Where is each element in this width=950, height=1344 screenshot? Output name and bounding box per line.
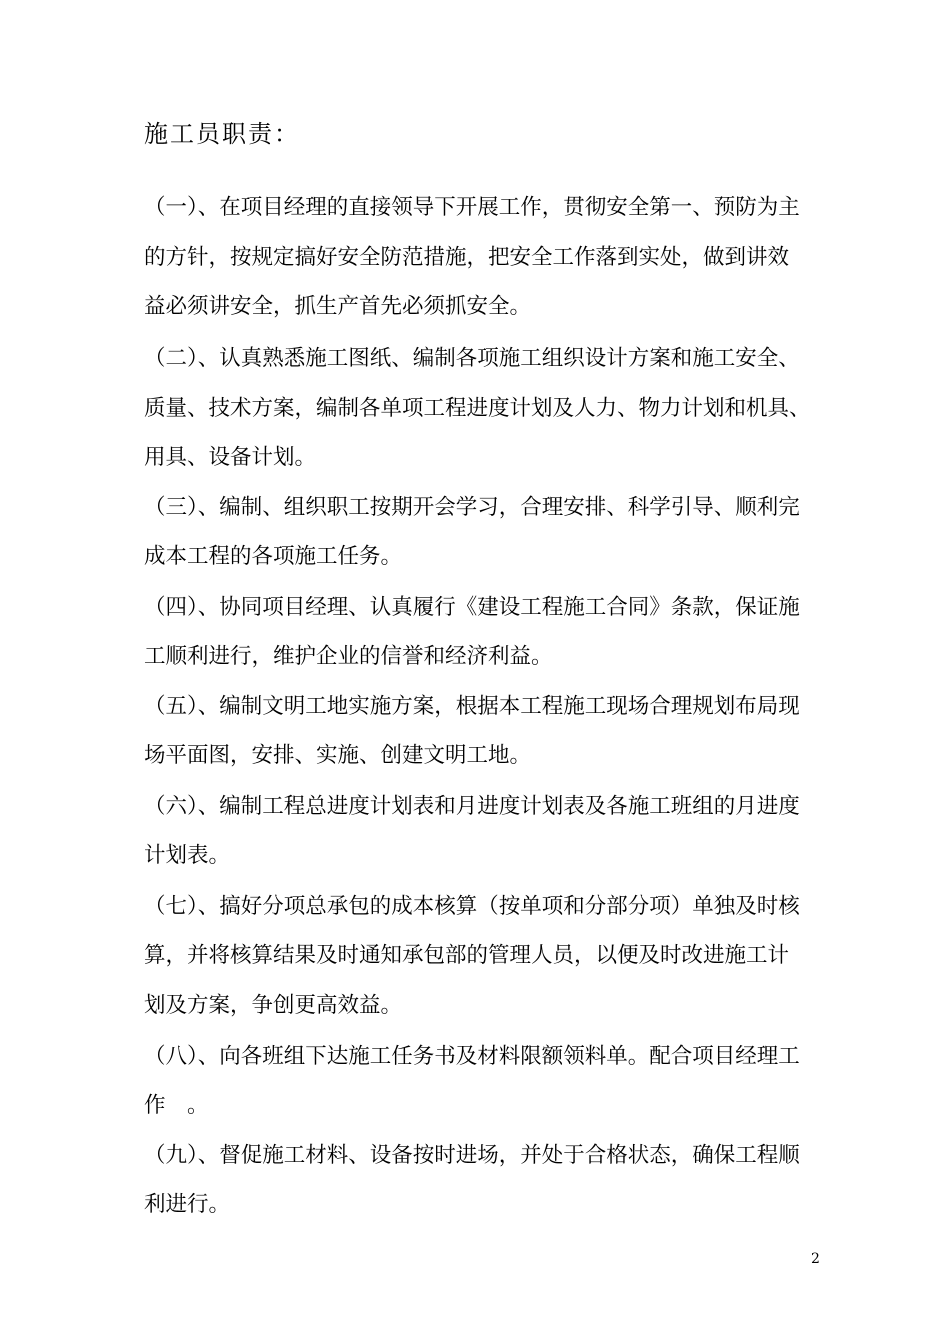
paragraph-line: （三）、编制、组织职工按期开会学习，合理安排、科学引导、顺利完	[144, 495, 800, 520]
page-title: 施工员职责：	[144, 120, 300, 148]
paragraph-line: 益必须讲安全，抓生产首先必须抓安全。	[144, 294, 532, 319]
paragraph-line: （九）、督促施工材料、设备按时进场，并处于合格状态，确保工程顺	[144, 1143, 800, 1168]
paragraph-line: 作 。	[144, 1093, 209, 1118]
paragraph-line: 场平面图，安排、实施、创建文明工地。	[144, 743, 532, 768]
paragraph-line: （二）、认真熟悉施工图纸、编制各项施工组织设计方案和施工安全、	[144, 346, 800, 371]
paragraph-line: 划及方案，争创更高效益。	[144, 993, 403, 1018]
paragraph-line: 质量、技术方案，编制各单项工程进度计划及人力、物力计划和机具、	[144, 396, 811, 421]
paragraph-line: 算，并将核算结果及时通知承包部的管理人员，以便及时改进施工计	[144, 943, 790, 968]
page-number: 2	[811, 1251, 820, 1267]
paragraph-line: 利进行。	[144, 1192, 231, 1217]
paragraph-line: （七）、搞好分项总承包的成本核算（按单项和分部分项）单独及时核	[144, 894, 800, 919]
paragraph-line: （六）、编制工程总进度计划表和月进度计划表及各施工班组的月进度	[144, 794, 800, 819]
paragraph-line: （四）、协同项目经理、认真履行《建设工程施工合同》条款，保证施	[144, 595, 800, 620]
paragraph-line: （一）、在项目经理的直接领导下开展工作，贯彻安全第一、预防为主	[144, 195, 800, 220]
paragraph-line: （八）、向各班组下达施工任务书及材料限额领料单。配合项目经理工	[144, 1044, 800, 1069]
paragraph-line: （五）、编制文明工地实施方案，根据本工程施工现场合理规划布局现	[144, 694, 800, 719]
paragraph-line: 计划表。	[144, 843, 231, 868]
paragraph-line: 成本工程的各项施工任务。	[144, 544, 403, 569]
paragraph-line: 用具、设备计划。	[144, 445, 317, 470]
paragraph-line: 的方针，按规定搞好安全防范措施，把安全工作落到实处，做到讲效	[144, 245, 790, 270]
paragraph-line: 工顺利进行，维护企业的信誉和经济利益。	[144, 644, 553, 669]
